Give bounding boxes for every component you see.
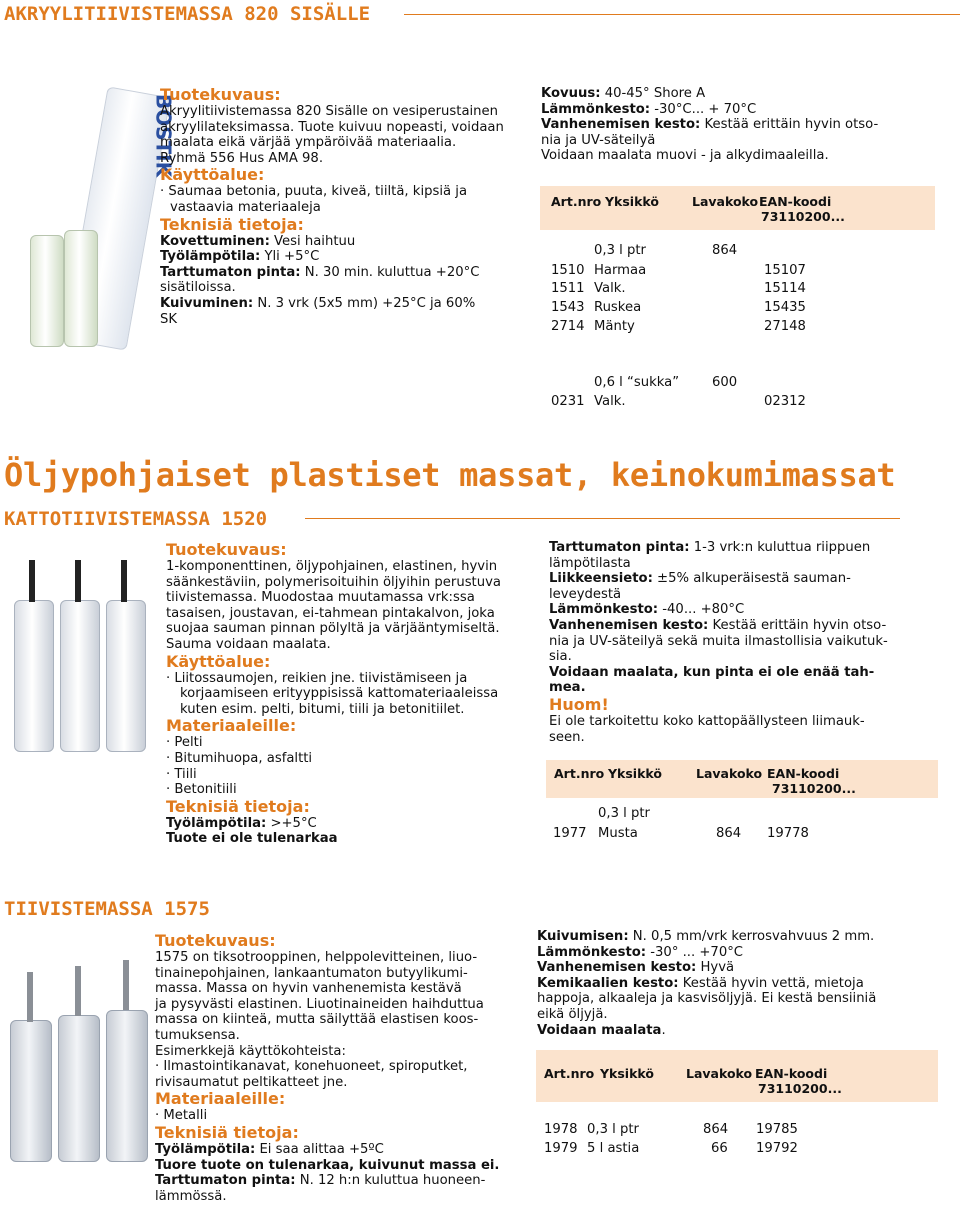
section2-props (549, 540, 949, 745)
desc-line: säänkestäviin, polymerisoituihin öljyihin perustuva (166, 574, 501, 590)
row-ean: 15435 (764, 300, 806, 315)
age-value: Kestää erittäin hyvin otso- (700, 117, 879, 133)
main-heading: Öljypohjaiset plastiset massat, keinokumimassat (4, 456, 896, 494)
nozzle-2 (75, 966, 81, 1016)
table3-header (536, 1050, 938, 1102)
tack-line-2: sisätiloissa. (160, 280, 236, 296)
row-art: 1543 (551, 300, 585, 315)
age-line (541, 117, 951, 133)
row-art: 1977 (553, 826, 587, 841)
temp-label: Työlämpötila: (160, 249, 261, 265)
row-art: 2714 (551, 319, 585, 334)
desc-line: 1-komponenttinen, öljypohjainen, elastinen, hyvin (166, 559, 498, 574)
paint-line: Voidaan maalata, kun pinta ei ole enää tah- (549, 664, 875, 680)
desc-line: akryylilateksimassa. Tuote kuivuu nopeasti, voidaan (160, 119, 504, 135)
cartridge-1 (14, 600, 54, 752)
desc-line: tiivistemassa. Muodostaa muutamassa vrk:ssa (166, 590, 475, 606)
row-art: 1510 (551, 263, 585, 278)
mat-line: · Bitumihuopa, asfaltti (166, 750, 313, 766)
tack-line (160, 265, 510, 281)
row-unit: Valk. (594, 394, 626, 409)
col-unit: Yksikkö (600, 1066, 654, 1081)
section1-props (541, 86, 951, 164)
age-line-2: nia ja UV-säteilyä (541, 132, 656, 148)
table-row (551, 319, 585, 335)
cure-label: Kovettuminen: (160, 233, 270, 249)
table1-group1-pallet: 864 (712, 243, 738, 258)
use-line: · Saumaa betonia, puuta, kiveä, tiiltä, kipsiä ja (160, 184, 468, 200)
age-line-2: nia ja UV-säteilyä sekä muita ilmastollisia vaikutuk- (549, 633, 888, 649)
nozzle-3 (123, 960, 129, 1010)
row-ean: 19792 (756, 1141, 798, 1156)
dry-line (160, 296, 510, 312)
shrink-value: N. 0,5 mm/vrk kerrosvahvuus 2 mm. (628, 929, 875, 944)
paint-line (537, 1023, 947, 1039)
paint-line: Voidaan maalata muovi - ja alkydimaaleilla. (541, 148, 829, 164)
nozzle-2 (75, 560, 81, 602)
use-line: · Liitossaumojen, reikien jne. tiivistämiseen ja (166, 670, 468, 686)
cartridge-3 (106, 600, 146, 752)
col-ean-prefix: 73110200... (761, 209, 845, 224)
flex-line (549, 571, 949, 587)
desc-line: tumuksensa. (155, 1027, 240, 1043)
col-ean: EAN-koodi (755, 1066, 828, 1081)
row-art: 1978 (544, 1122, 578, 1137)
col-pallet: Lavakoko (696, 766, 763, 781)
nozzle-1 (29, 560, 35, 602)
product-image-1520 (14, 560, 154, 750)
flex-value: ±5% alkuperäisestä sauman- (652, 571, 851, 587)
cartridge-3 (106, 1010, 148, 1162)
table1-header (540, 186, 935, 230)
desc-line: massa on kiinteä, mutta säilyttää elastisen koos- (155, 1012, 479, 1028)
row-unit: Ruskea (594, 300, 642, 315)
flex-line-2: leveydestä (549, 586, 622, 602)
table-row (551, 394, 585, 410)
tack-value: N. 30 min. kuluttua +20°C (300, 264, 480, 280)
row-unit: 5 l astia (587, 1141, 640, 1156)
section2-desc (166, 541, 526, 847)
heat-label: Lämmönkesto: (549, 602, 659, 618)
row-unit: Mänty (594, 319, 635, 334)
heat-line (541, 102, 951, 118)
dry-label: Kuivuminen: (160, 295, 254, 311)
section1-rule (404, 14, 960, 15)
row-ean: 02312 (764, 394, 806, 409)
row-unit: 0,3 l ptr (587, 1122, 639, 1137)
shrink-line (537, 929, 947, 945)
row-ean: 15114 (764, 281, 806, 296)
heat-label: Lämmönkesto: (537, 944, 647, 960)
table-row (544, 1141, 578, 1157)
flammability-note: Tuore tuote on tulenarkaa, kuivunut massa ei. (155, 1157, 500, 1173)
huom-line: seen. (549, 729, 585, 745)
row-unit: Musta (598, 826, 638, 841)
desc-line: maalata eikä värjää ympäröivää materiaalia. (160, 135, 457, 151)
chem-line-2: happoja, alkaaleja ja kasvisöljyjä. Ei kestä bensiiniä (537, 991, 877, 1007)
cartridge-1 (30, 235, 64, 347)
temp-value: >+5°C (266, 815, 317, 831)
mat-heading: Materiaaleille: (155, 1089, 286, 1109)
flammability-note: Tuote ei ole tulenarkaa (166, 831, 338, 847)
cure-line (160, 234, 510, 250)
cartridge-2 (64, 230, 98, 347)
row-ean: 19785 (756, 1122, 798, 1137)
temp-label: Työlämpötila: (166, 815, 267, 831)
table1-group2: 0,6 l “sukka” (594, 375, 680, 390)
hard-value: 40-45° Shore A (600, 86, 706, 101)
row-ean: 27148 (764, 319, 806, 334)
row-ean: 15107 (764, 263, 806, 278)
use-line: kuten esim. pelti, bitumi, tiili ja betonitiilet. (180, 701, 465, 717)
paint-end: . (661, 1022, 666, 1038)
use-line: korjaamiseen erityyppisissä kattomateriaaleissa (180, 686, 499, 702)
tack-line (549, 540, 949, 556)
desc-heading: Tuotekuvaus: (160, 85, 281, 104)
col-art: Art.nro (544, 1066, 595, 1081)
chem-line (537, 976, 947, 992)
mat-heading: Materiaaleille: (166, 716, 297, 736)
age-label: Vanhenemisen kesto: (549, 617, 709, 633)
mat-line: · Pelti (166, 735, 203, 751)
paint-line-2: mea. (549, 680, 586, 696)
desc-line: rivisaumatut peltikatteet jne. (155, 1074, 348, 1090)
table1-group2-pallet: 600 (712, 375, 738, 390)
desc-line: Sauma voidaan maalata. (166, 636, 331, 652)
col-art: Art.nro (554, 766, 605, 781)
table1-group1 (594, 243, 646, 259)
row-art: 0231 (551, 394, 585, 409)
hard-line (541, 86, 951, 102)
row-pallet: 864 (703, 1122, 729, 1137)
table2-header (546, 760, 938, 798)
row-pallet: 864 (716, 826, 742, 841)
tack-label: Tarttumaton pinta: (549, 540, 690, 555)
mat-line: · Tiili (166, 766, 197, 782)
heat-line (537, 945, 947, 961)
temp-line (160, 249, 510, 265)
desc-line: tasaisen, joustavan, ei-tahmean pintakalvon, joka (166, 605, 495, 621)
col-pallet: Lavakoko (686, 1066, 753, 1081)
nozzle-1 (27, 972, 33, 1022)
age-line-3: sia. (549, 649, 572, 665)
shrink-label: Kuivumisen: (537, 929, 629, 944)
row-pallet: 66 (711, 1141, 728, 1156)
desc-line: massa. Massa on hyvin vanhenemista kestävä (155, 981, 462, 997)
col-unit: Yksikkö (608, 766, 662, 781)
heat-value: -40... +80°C (658, 602, 745, 618)
desc-line: Ryhmä 556 Hus AMA 98. (160, 150, 324, 166)
section2-rule (305, 518, 900, 519)
tech-heading: Teknisiä tietoja: (166, 796, 310, 816)
tack-line-2: lämmössä. (155, 1188, 227, 1204)
group-unit: 0,3 l ptr (594, 243, 646, 258)
row-unit: Harmaa (594, 263, 647, 278)
tack-label: Tarttumaton pinta: (160, 264, 301, 280)
tech-heading: Teknisiä tietoja: (160, 214, 304, 234)
table-row (551, 281, 585, 297)
col-art: Art.nro (551, 194, 602, 209)
sausage-pack: BOSTIK (63, 86, 171, 350)
cure-value: Vesi haihtuu (269, 233, 356, 249)
table-row (551, 263, 585, 279)
temp-label: Työlämpötila: (155, 1141, 256, 1157)
chem-label: Kemikaalien kesto: (537, 975, 679, 991)
section2-title: KATTOTIIVISTEMASSA 1520 (4, 508, 268, 530)
col-ean: EAN-koodi (759, 194, 832, 209)
table-row (553, 826, 587, 842)
heat-line (549, 602, 949, 618)
cartridge-2 (60, 600, 100, 752)
col-ean-prefix: 73110200... (758, 1081, 842, 1096)
temp-value: Ei saa alittaa +5ºC (255, 1141, 384, 1157)
paint-label: Voidaan maalata (537, 1022, 662, 1038)
desc-line: Esimerkkejä käyttökohteista: (155, 1043, 346, 1059)
desc-line: suojaa sauman pinnan pölyltä ja värjääntymiseltä. (166, 621, 500, 637)
table-row (544, 1122, 578, 1138)
tack-value: N. 12 h:n kuluttua huoneen- (295, 1173, 486, 1189)
temp-line (166, 816, 526, 832)
table2-group1: 0,3 l ptr (598, 806, 650, 821)
age-value: Hyvä (696, 960, 735, 976)
col-ean: EAN-koodi (767, 766, 840, 781)
desc-line: tinainepohjainen, lankaantumaton butyylikumi- (155, 965, 468, 981)
dry-line-2: SK (160, 311, 178, 327)
desc-heading: Tuotekuvaus: (155, 931, 276, 950)
heat-value: -30°C... + 70°C (650, 101, 757, 117)
mat-line: · Metalli (155, 1108, 208, 1124)
chem-line-3: eikä öljyjä. (537, 1006, 608, 1022)
temp-value: Yli +5°C (260, 249, 320, 265)
tack-line-2: lämpötilasta (549, 555, 631, 571)
tack-value: 1-3 vrk:n kuluttua riippuen (689, 540, 871, 555)
col-pallet: Lavakoko (692, 194, 759, 209)
desc-line: ja pysyvästi elastinen. Liuotinaineiden haihduttua (155, 996, 484, 1012)
use-line: vastaavia materiaaleja (170, 199, 321, 215)
col-ean-prefix: 73110200... (772, 781, 856, 796)
dry-value: N. 3 vrk (5x5 mm) +25°C ja 60% (253, 295, 476, 311)
row-art: 1511 (551, 281, 585, 296)
hard-label: Kovuus: (541, 86, 601, 101)
use-heading: Käyttöalue: (166, 651, 271, 671)
nozzle-3 (121, 560, 127, 602)
tech-heading: Teknisiä tietoja: (155, 1122, 299, 1142)
section1-title: AKRYYLITIIVISTEMASSA 820 SISÄLLE (4, 3, 371, 25)
section3-props (537, 929, 947, 1038)
age-value: Kestää erittäin hyvin otso- (708, 617, 887, 633)
desc-line: · Ilmastointikanavat, konehuoneet, spiroputket, (155, 1059, 468, 1075)
cartridge-2 (58, 1015, 100, 1162)
tack-label: Tarttumaton pinta: (155, 1173, 296, 1189)
age-line (537, 960, 947, 976)
col-unit: Yksikkö (605, 194, 659, 209)
section1-desc (160, 86, 510, 327)
heat-value: -30° ... +70°C (646, 944, 744, 960)
row-art: 1979 (544, 1141, 578, 1156)
cartridge-1 (10, 1020, 52, 1162)
desc-line: Akryylitiivistemassa 820 Sisälle on vesiperustainen (160, 104, 499, 119)
heat-label: Lämmönkesto: (541, 101, 651, 117)
age-line (549, 618, 949, 634)
mat-line: · Betonitiili (166, 782, 237, 798)
section3-desc (155, 932, 525, 1204)
age-label: Vanhenemisen kesto: (541, 117, 701, 133)
product-image-1575 (10, 960, 150, 1160)
row-ean: 19778 (767, 826, 809, 841)
chem-value: Kestää hyvin vettä, mietoja (678, 975, 864, 991)
table-row (551, 300, 585, 316)
row-unit: Valk. (594, 281, 626, 296)
desc-line: 1575 on tiksotrooppinen, helppolevitteinen, liuo- (155, 950, 478, 965)
huom-heading: Huom! (549, 694, 609, 714)
use-heading: Käyttöalue: (160, 165, 265, 185)
age-label: Vanhenemisen kesto: (537, 960, 697, 976)
temp-line (155, 1142, 525, 1158)
huom-line: Ei ole tarkoitettu koko kattopäällysteen liimauk- (549, 713, 865, 729)
section3-title: TIIVISTEMASSA 1575 (4, 898, 210, 920)
flex-label: Liikkeensieto: (549, 571, 653, 587)
desc-heading: Tuotekuvaus: (166, 540, 287, 559)
tack-line (155, 1173, 525, 1189)
